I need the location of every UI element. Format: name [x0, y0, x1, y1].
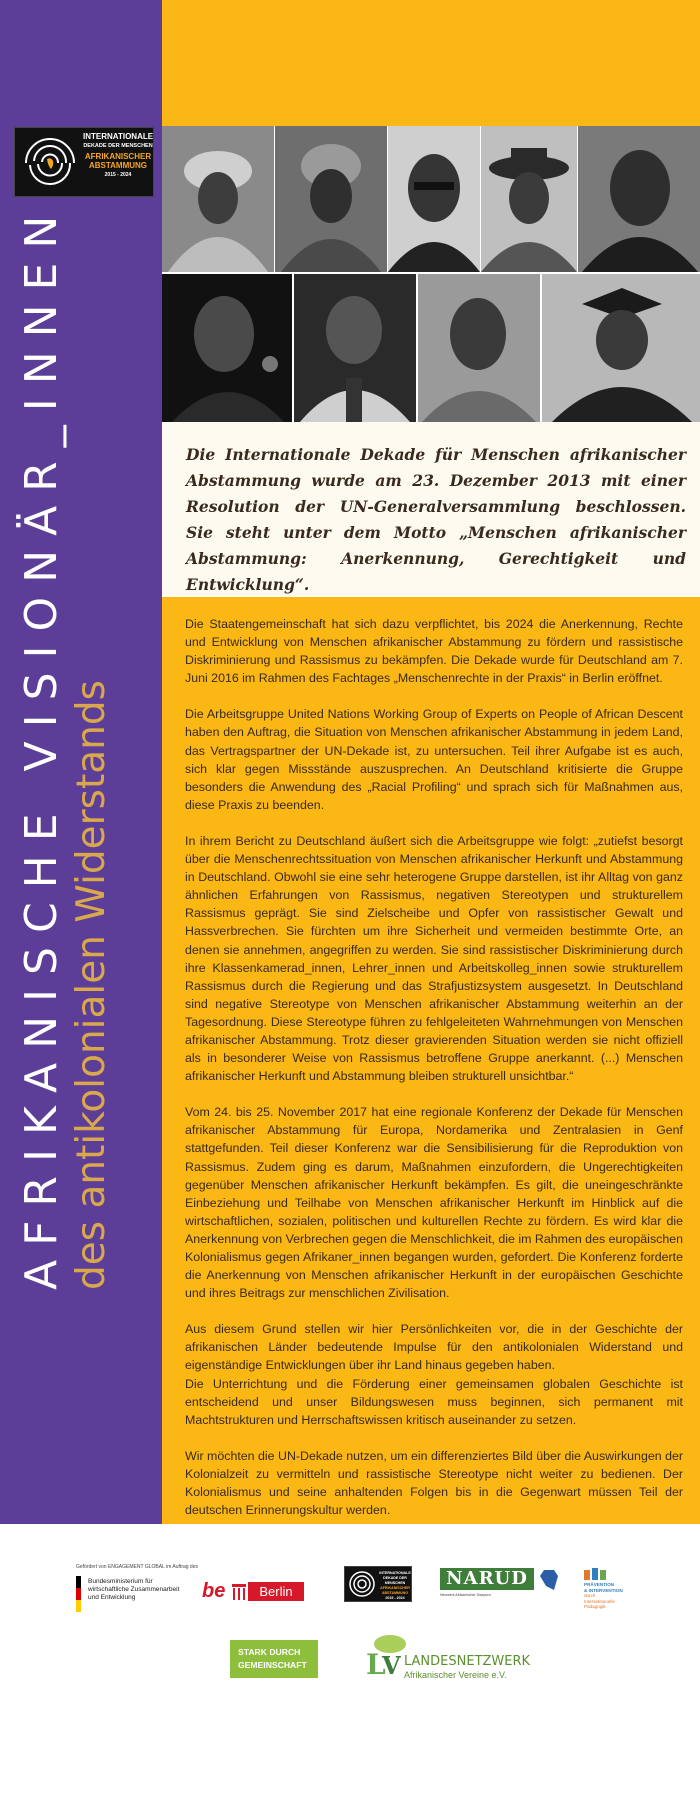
german-flag-icon — [76, 1576, 81, 1612]
paragraph: Vom 24. bis 25. November 2017 hat eine regionale Konferenz der Dekade für Menschen afrikanischer Abstammung für Europa, Nordamerika und Zentralasien in Genf stattgefunden. Teil dieser Konferenz war die Sensibilisierung für die Reproduktion von Rassismus. Zudem ging es darum, Maßnahmen einzufordern, die Ungerechtigkeiten gegenüber Menschen afrikanischer Herkunft bekämpfen. Es gilt, die uneingeschränkte Einbeziehung und Teilhabe von Menschen afrikanischer Herkunft im Hinblick auf die wirtschaftlichen, sozialen, politischen und kulturellen Rechte zu fördern. Es wird klar die Anerkennung von Verbrechen gegen die Menschlichkeit, die im Rahmen des europäischen Kolonialismus gegen Afrikaner_innen begangen wurden, gefordert. Die Konferenz forderte die Anerkennung von Menschen afrikanischer Herkunft in der europäischen Geschichte und ihres Beitrags zur menschlichen Zivilisation. — [185, 1105, 684, 1301]
be-prefix: be — [202, 1580, 226, 1602]
body-text — [185, 615, 683, 1537]
swirl-logo-icon — [347, 1569, 377, 1599]
decade-logo — [14, 127, 154, 197]
pi-line4: Intersektionelle — [584, 1598, 615, 1604]
logo-line3: AFRIKANISCHER — [84, 151, 152, 161]
narud-logo — [440, 1568, 562, 1608]
decade-logo-small — [344, 1566, 412, 1602]
lan-line2: Afrikanischer Vereine e.V. — [404, 1670, 507, 1680]
vertical-title-line1: AFRIKANISCHE VISIONÄR_INNEN — [16, 201, 67, 1290]
bmz-line1: Bundesministerium für — [88, 1578, 153, 1585]
logo-line2: DEKADE DER MENSCHEN — [83, 143, 153, 150]
stark-line2: GEMEINSCHAFT — [238, 1660, 307, 1670]
map-icon — [538, 1568, 560, 1592]
portrait-photo — [388, 126, 480, 272]
stark-durch-gemeinschaft-logo — [230, 1640, 318, 1678]
bmz-line3: und Entwicklung — [88, 1594, 136, 1601]
paragraph: Die Staatengemeinschaft hat sich dazu verpflichtet, bis 2024 die Anerkennung, Rechte und Entwicklung von Menschen afrikanischer Abstammung zu fördern und rassistische Diskriminierung und Rassismus zu bekämpfen. Die Dekade wurde für Deutschland am 7. Juni 2016 im Rahmen des Fachtages „Menschenrechte in der Praxis“ in Berlin eröffnet. — [185, 617, 683, 686]
portrait-photo — [542, 274, 700, 422]
portrait-photo — [481, 126, 577, 272]
small-logo-line3: AFRIKANISCHER — [380, 1586, 410, 1590]
pi-line1: PRÄVENTION — [584, 1582, 615, 1587]
small-logo-line1: INTERNATIONALE — [379, 1571, 411, 1575]
pi-line2: & INTERVENTION — [584, 1587, 623, 1593]
swirl-logo-icon — [20, 133, 80, 193]
portrait-photo — [294, 274, 416, 422]
intro-text: Die Internationale Dekade für Menschen afrikanischer Abstammung wurde am 23. Dezember 2013 mit einer Resolution der UN-Generalversammlung beschlossen. Sie steht unter dem Motto „Menschen afrikanischer Abstammung: Anerkennung, Gerechtigkeit und Entwicklung“. — [186, 445, 686, 594]
bmz-line2: wirtschaftliche Zusammenarbeit — [88, 1586, 180, 1593]
svg-text:V: V — [382, 1651, 401, 1678]
narud-subtitle: Netzwerk Afrikanischer Diaspora — [440, 1593, 491, 1597]
top-yellow-band — [162, 0, 700, 126]
paragraph: In ihrem Bericht zu Deutschland äußert sich die Arbeitsgruppe wie folgt: „zutiefst besorgt über die Menschenrechtssituation von Menschen afrikanischer Herkunft und Abstammung in Deutschland. Obwohl sie eine sehr heterogene Gruppe darstellen, ist ihr Alltag von ganz ähnlichen Erfahrungen von Rassismus, negativen Stereotypen und strukturellem Rassismus geprägt. Sie sind Zielscheibe und Opfer von rassistischer Gewalt und Hassverbrechen. Sie fürchten um ihre Sicherheit und vermeiden bestimmte Orte, an denen sie annehmen, angegriffen zu werden. Sie sind rassistischer Diskriminierung durch ihre Klassenkamerad_innen, Lehrer_innen und Arbeitskolleg_innen sowie strukturellem Rassismus durch die Regierung und das Strafjustizsystem ausgesetzt. In Deutschland sind negative Stereotype von Menschen afrikanischer Abstammung weiterhin an der Tagesordnung. Diese Stereotype führen zu fehlgeleiteten Wahrnehmungen von Menschen afrikanischer Abstammung. Trotz dieser gravierenden Situation werden sie nicht offiziell als in besonderer Weise von Rassismus betroffene Gruppe anerkannt. (...) Menschen afrikanischer Herkunft und Abstammung bleiben strukturell unsichtbar.“ — [185, 833, 683, 1084]
paragraph: Wir möchten die UN-Dekade nutzen, um ein differenziertes Bild über die Auswirkungen der Kolonialzeit zu vermitteln und rassistische Stereotype nicht weiter zu bedienen. Der Kolonialismus und seine anhaltenden Folgen bis in die Gegenwart müssen Teil der deutschen Erinnerungskultur werden. — [185, 1448, 683, 1518]
paragraph: Die Arbeitsgruppe United Nations Working Group of Experts on People of African Descent haben den Auftrag, die Situation von Menschen afrikanischer Abstammung in jedem Land, das Vertragspartner der UN-Dekade ist, zu untersuchen. Teil ihrer Aufgabe ist es auch, sich klar gegen Missstände auszusprechen. An Deutschland kritisierte die Gruppe besonders die Anwendung des „Racial Profiling“ und sprach sich für Maßnahmen aus, diese Praxis zu beenden. — [185, 707, 683, 812]
lan-line1: LANDESNETZWERK — [404, 1654, 531, 1669]
portrait-photo — [418, 274, 540, 422]
main-text-area — [162, 597, 700, 1524]
pi-mark-icon — [584, 1568, 608, 1580]
logo-years: 2015 - 2024 — [104, 171, 132, 178]
brandenburg-gate-icon — [232, 1584, 246, 1600]
logo-line4: ABSTAMMUNG — [88, 160, 148, 170]
narud-label: NARUD — [440, 1568, 534, 1590]
lav-mark-icon — [364, 1632, 408, 1678]
bmz-caption: Gefördert von ENGAGEMENT GLOBAL im Auftrag des — [76, 1564, 198, 1570]
berlin-label: Berlin — [248, 1582, 304, 1601]
intro-box — [162, 422, 700, 597]
pi-line3: durch — [584, 1593, 596, 1599]
praevention-logo — [584, 1568, 648, 1618]
stark-line1: STARK DURCH — [238, 1647, 301, 1657]
paragraph: Aus diesem Grund stellen wir hier Persönlichkeiten vor, die in der Geschichte der afrikanischen Länder bedeutende Impulse für den antikolonialen Widerstand und eigenständige Entwicklungen über ihr Land hinaus gegeben haben. Die Unterrichtung und die Förderung einer gemeinsamen globalen Geschichte ist entscheidend und unser Bildungswesen muss beginnen, sich permanent mit Machtstrukturen und Herrschaftswissen kritisch auseinander zu setzen. — [185, 1322, 683, 1427]
landesnetzwerk-logo — [364, 1632, 534, 1680]
portrait-photo — [162, 274, 292, 422]
small-logo-line4: ABSTAMMUNG — [381, 1591, 409, 1595]
bmz-logo — [76, 1564, 196, 1624]
portrait-photo — [162, 126, 274, 272]
portrait-photo — [578, 126, 700, 272]
small-logo-line2: DEKADE DER MENSCHEN — [383, 1576, 407, 1585]
small-logo-years: 2015 - 2024 — [385, 1596, 405, 1600]
sponsor-footer — [0, 1524, 700, 1804]
portrait-collage — [162, 126, 700, 422]
svg-text:L: L — [366, 1648, 386, 1678]
portrait-photo — [275, 126, 387, 272]
vertical-title — [16, 201, 160, 1290]
be-berlin-logo — [202, 1580, 304, 1604]
logo-line1: INTERNATIONALE — [83, 132, 154, 141]
vertical-title-line2: des antikolonialen Widerstands — [69, 680, 114, 1290]
pi-line5: Pädagogik — [584, 1604, 606, 1610]
